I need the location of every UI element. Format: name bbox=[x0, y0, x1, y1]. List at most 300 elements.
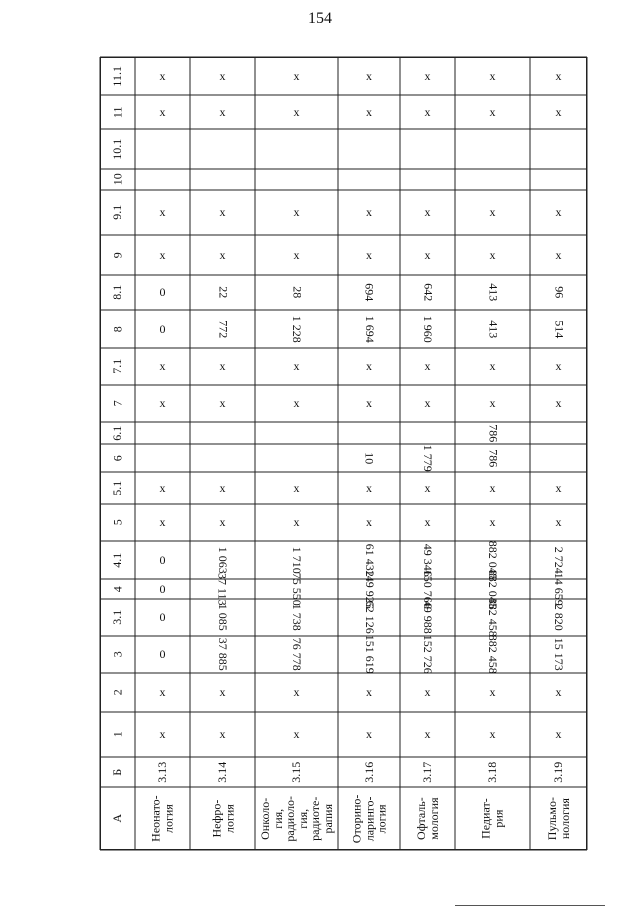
table-cell bbox=[400, 57, 455, 95]
table-cell bbox=[455, 472, 530, 504]
table-cell bbox=[135, 422, 190, 444]
row-id-text: 8.1 bbox=[110, 285, 125, 300]
table-cell bbox=[135, 504, 190, 541]
table-cell bbox=[530, 348, 587, 385]
table-cell bbox=[338, 190, 400, 235]
table-cell bbox=[190, 169, 255, 190]
column-header bbox=[100, 787, 135, 850]
table-cell bbox=[400, 385, 455, 422]
table-cell bbox=[255, 712, 338, 757]
table-cell-text: x bbox=[219, 685, 226, 700]
table-cell bbox=[400, 95, 455, 129]
table-cell bbox=[455, 569, 530, 609]
row-id bbox=[100, 579, 135, 599]
table-cell-text: x bbox=[293, 359, 300, 374]
table-cell bbox=[530, 712, 587, 757]
column-code bbox=[338, 757, 400, 787]
table-cell bbox=[530, 385, 587, 422]
table-cell bbox=[135, 129, 190, 169]
column-header bbox=[400, 787, 455, 850]
table-cell bbox=[455, 504, 530, 541]
table-cell-text: x bbox=[424, 396, 431, 411]
row-id bbox=[100, 504, 135, 541]
row-id-text: 5.1 bbox=[110, 480, 125, 496]
table-cell bbox=[530, 57, 587, 95]
row-id bbox=[100, 275, 135, 310]
table-cell bbox=[455, 169, 530, 190]
table-cell bbox=[400, 636, 455, 673]
table-cell bbox=[135, 95, 190, 129]
table-cell bbox=[455, 348, 530, 385]
table-cell-text: x bbox=[555, 205, 562, 220]
row-id-text: 10 bbox=[110, 173, 125, 186]
column-header-text: Нефро- логия bbox=[208, 799, 236, 838]
table-cell-text: x bbox=[424, 685, 431, 700]
table-cell bbox=[530, 673, 587, 712]
table-cell bbox=[400, 310, 455, 348]
table-cell-text: x bbox=[424, 104, 431, 119]
column-header bbox=[338, 787, 400, 850]
table-cell bbox=[400, 169, 455, 190]
table-cell-text: x bbox=[219, 68, 226, 83]
table-cell-text: 694 bbox=[362, 283, 377, 302]
column-code-text: Б bbox=[110, 768, 125, 776]
table-cell-text: x bbox=[293, 247, 300, 262]
column-header-text: Онколо- гия, радиоло- гия, радиоте- рапия bbox=[257, 795, 335, 842]
row-id bbox=[100, 444, 135, 472]
table-cell-text: x bbox=[555, 247, 562, 262]
table-cell-text: 882 458 bbox=[485, 635, 500, 674]
row-id-text: 9 bbox=[110, 252, 125, 258]
table-cell-text: x bbox=[555, 480, 562, 495]
table-cell-text: x bbox=[555, 685, 562, 700]
row-id-text: 7.1 bbox=[110, 359, 125, 374]
table-cell bbox=[190, 541, 255, 579]
table-cell-text: 1 228 bbox=[289, 315, 304, 343]
table-cell-text: x bbox=[366, 515, 372, 530]
table-cell bbox=[338, 129, 400, 169]
row-id-text: 10.1 bbox=[110, 138, 125, 160]
table-cell bbox=[400, 712, 455, 757]
row-id-text: 1 bbox=[110, 731, 125, 738]
table-cell bbox=[338, 712, 400, 757]
table-cell-text: 151 619 bbox=[362, 635, 377, 674]
table-cell bbox=[530, 310, 587, 348]
table-cell bbox=[135, 348, 190, 385]
table-cell-text: x bbox=[159, 396, 166, 411]
table-cell bbox=[400, 275, 455, 310]
table-cell-text: 882 045 bbox=[485, 569, 500, 609]
table-cell-text: x bbox=[366, 68, 372, 83]
page-edge-line bbox=[455, 905, 605, 906]
table-cell bbox=[135, 636, 190, 673]
table-cell bbox=[455, 422, 530, 444]
table-cell bbox=[455, 385, 530, 422]
table-cell bbox=[135, 235, 190, 275]
row-id bbox=[100, 673, 135, 712]
row-id bbox=[100, 235, 135, 275]
table-cell bbox=[530, 422, 587, 444]
table-cell-text: x bbox=[159, 68, 166, 83]
column-code-text: 3.13 bbox=[155, 761, 170, 783]
table-cell bbox=[255, 348, 338, 385]
table-cell-text: x bbox=[366, 247, 372, 262]
table-cell bbox=[338, 472, 400, 504]
table-cell bbox=[400, 541, 455, 579]
table-cell bbox=[400, 444, 455, 472]
table-cell-text: x bbox=[366, 205, 372, 220]
table-cell-text: x bbox=[489, 68, 496, 83]
table-cell bbox=[530, 472, 587, 504]
table-cell bbox=[338, 504, 400, 541]
row-id bbox=[100, 348, 135, 385]
column-code-text: 3.14 bbox=[215, 761, 230, 783]
column-header bbox=[255, 787, 338, 850]
table-cell bbox=[338, 235, 400, 275]
table-cell bbox=[135, 169, 190, 190]
column-header-text: Неонато- логия bbox=[148, 795, 176, 842]
table-cell bbox=[338, 310, 400, 348]
table-cell bbox=[135, 57, 190, 95]
table-cell-text: x bbox=[293, 205, 300, 220]
table-cell-text: x bbox=[489, 685, 496, 700]
row-id-text: 6.1 bbox=[110, 425, 125, 441]
table-cell-text: 2 724 bbox=[551, 546, 566, 574]
table-cell bbox=[135, 275, 190, 310]
table-cell bbox=[255, 235, 338, 275]
table-cell bbox=[190, 129, 255, 169]
table-cell bbox=[190, 310, 255, 348]
table-cell-text: 2 820 bbox=[551, 604, 566, 631]
table-cell bbox=[255, 541, 338, 579]
table-cell bbox=[190, 673, 255, 712]
row-id-text: 4.1 bbox=[110, 552, 125, 568]
table-cell-text: x bbox=[424, 68, 431, 83]
column-code bbox=[100, 757, 135, 787]
table-cell bbox=[400, 569, 455, 609]
table-cell-text: x bbox=[424, 515, 431, 530]
table-cell bbox=[255, 129, 338, 169]
table-cell bbox=[455, 57, 530, 95]
table-cell bbox=[455, 275, 530, 310]
row-id bbox=[100, 57, 135, 95]
table-cell-text: x bbox=[293, 104, 300, 119]
table-cell bbox=[255, 422, 338, 444]
table-cell-text: x bbox=[489, 515, 496, 530]
table-cell-text: x bbox=[489, 480, 496, 495]
table-cell bbox=[400, 504, 455, 541]
table-cell bbox=[135, 599, 190, 636]
table-cell bbox=[455, 310, 530, 348]
table-cell bbox=[455, 235, 530, 275]
row-id bbox=[100, 310, 135, 348]
table-cell-text: 882 045 bbox=[485, 540, 500, 580]
row-id-text: 11.1 bbox=[110, 65, 125, 87]
table-cell bbox=[530, 169, 587, 190]
column-header-text: А bbox=[110, 814, 125, 823]
table-cell bbox=[190, 385, 255, 422]
table-cell-text: 1 738 bbox=[289, 604, 304, 631]
table-cell bbox=[530, 504, 587, 541]
column-header bbox=[455, 787, 530, 850]
table-cell-text: 1 710 bbox=[289, 546, 304, 574]
table-cell bbox=[255, 472, 338, 504]
row-id bbox=[100, 636, 135, 673]
table-cell-text: x bbox=[555, 515, 562, 530]
table-cell-text: 0 bbox=[159, 552, 166, 567]
table-cell-text: x bbox=[489, 396, 496, 411]
table-cell bbox=[530, 572, 587, 606]
table-cell-text: x bbox=[293, 480, 300, 495]
table-cell-text: x bbox=[293, 396, 300, 411]
table-cell bbox=[338, 673, 400, 712]
table-cell-text: x bbox=[219, 247, 226, 262]
column-header-text: Пульмо- нология bbox=[544, 796, 572, 841]
table-cell-text: x bbox=[159, 727, 166, 742]
column-code bbox=[190, 757, 255, 787]
table-cell-text: 413 bbox=[485, 283, 500, 302]
table-cell-text: x bbox=[293, 685, 300, 700]
table-cell-text: x bbox=[489, 247, 496, 262]
column-header bbox=[135, 787, 190, 850]
table-cell-text: 61 432 bbox=[362, 543, 377, 577]
row-id-text: 3 bbox=[110, 651, 125, 658]
table-cell-text: x bbox=[489, 205, 496, 220]
table-cell bbox=[255, 190, 338, 235]
table-cell-text: 772 bbox=[215, 320, 230, 338]
row-id bbox=[100, 95, 135, 129]
table-cell bbox=[455, 712, 530, 757]
table-cell bbox=[338, 95, 400, 129]
table-cell-text: 37 885 bbox=[215, 638, 230, 671]
table-cell-text: 0 bbox=[159, 321, 166, 336]
table-cell bbox=[135, 541, 190, 579]
table-cell-text: 642 bbox=[420, 283, 435, 302]
table-cell-text: x bbox=[219, 104, 226, 119]
table-cell-text: x bbox=[366, 480, 372, 495]
table-cell bbox=[400, 673, 455, 712]
table-cell bbox=[190, 57, 255, 95]
table-cell-text: x bbox=[159, 247, 166, 262]
table-cell-text: x bbox=[555, 68, 562, 83]
table-cell bbox=[190, 572, 255, 606]
row-id-text: 2 bbox=[110, 689, 125, 696]
table-cell-text: x bbox=[366, 396, 372, 411]
table-cell-text: x bbox=[555, 396, 562, 411]
table-cell-text: x bbox=[219, 396, 226, 411]
table-cell bbox=[530, 235, 587, 275]
table-cell bbox=[530, 95, 587, 129]
table-cell-text: 14 659 bbox=[551, 572, 566, 606]
table-cell-text: 62 126 bbox=[362, 601, 377, 634]
table-cell bbox=[455, 444, 530, 472]
table-cell bbox=[255, 673, 338, 712]
row-id-text: 3.1 bbox=[110, 610, 125, 625]
table-cell bbox=[255, 169, 338, 190]
row-id-text: 11 bbox=[110, 106, 125, 118]
table-cell-text: x bbox=[424, 359, 431, 374]
column-code-text: 3.19 bbox=[551, 761, 566, 783]
table-cell-text: x bbox=[219, 515, 226, 530]
table-cell-text: x bbox=[366, 685, 372, 700]
table-cell-text: x bbox=[159, 515, 166, 530]
table-cell bbox=[135, 190, 190, 235]
page-number: 154 bbox=[308, 10, 332, 27]
table-cell-text: x bbox=[555, 359, 562, 374]
table-cell-text: x bbox=[159, 480, 166, 495]
table-cell bbox=[190, 275, 255, 310]
column-code bbox=[530, 757, 587, 787]
table-cell-text: x bbox=[293, 515, 300, 530]
table-cell bbox=[338, 569, 400, 609]
table-cell bbox=[455, 190, 530, 235]
table-cell-text: 1 779 bbox=[420, 444, 435, 472]
table-cell-text: 149 925 bbox=[362, 569, 377, 609]
table-cell bbox=[135, 444, 190, 472]
table-cell-text: 152 726 bbox=[420, 635, 435, 674]
table-cell bbox=[530, 129, 587, 169]
table-cell-text: x bbox=[159, 359, 166, 374]
table-cell bbox=[255, 275, 338, 310]
column-code-text: 3.17 bbox=[420, 761, 435, 783]
table-cell bbox=[135, 472, 190, 504]
table-cell bbox=[455, 673, 530, 712]
table-cell-text: 37 113 bbox=[215, 572, 230, 606]
table-cell bbox=[338, 636, 400, 673]
row-id-text: 8 bbox=[110, 326, 125, 332]
table-cell-text: 413 bbox=[485, 320, 500, 338]
table-cell-text: x bbox=[159, 205, 166, 220]
table-cell bbox=[190, 235, 255, 275]
table-cell-text: 10 bbox=[362, 452, 377, 464]
table-cell bbox=[338, 348, 400, 385]
row-id bbox=[100, 129, 135, 169]
row-id-text: 7 bbox=[110, 400, 125, 407]
table-cell bbox=[338, 169, 400, 190]
table-cell-text: 0 bbox=[159, 610, 166, 625]
table-cell-text: 786 bbox=[485, 424, 500, 442]
row-id-text: 5 bbox=[110, 519, 125, 526]
table-cell-text: 0 bbox=[159, 647, 166, 662]
table-cell-text: x bbox=[424, 727, 431, 742]
table-cell bbox=[400, 190, 455, 235]
row-id bbox=[100, 599, 135, 636]
table-cell-text: 15 173 bbox=[551, 638, 566, 671]
table-cell-text: 1 085 bbox=[215, 604, 230, 631]
row-id bbox=[100, 422, 135, 444]
table-cell bbox=[190, 472, 255, 504]
column-header-text: Оторино- ларинго- логия bbox=[349, 794, 389, 843]
table-cell bbox=[190, 422, 255, 444]
table-cell-text: 49 346 bbox=[420, 543, 435, 577]
table-cell bbox=[255, 504, 338, 541]
table-cell-text: 49 988 bbox=[420, 601, 435, 634]
table-cell bbox=[255, 95, 338, 129]
column-code bbox=[455, 757, 530, 787]
table-cell bbox=[338, 422, 400, 444]
table-cell bbox=[190, 712, 255, 757]
table-cell bbox=[455, 95, 530, 129]
table-cell bbox=[338, 275, 400, 310]
table-cell-text: x bbox=[219, 205, 226, 220]
table-cell-text: x bbox=[489, 359, 496, 374]
table-cell-text: 1 694 bbox=[362, 315, 377, 343]
row-id bbox=[100, 169, 135, 190]
column-code-text: 3.16 bbox=[361, 761, 376, 783]
column-code bbox=[135, 757, 190, 787]
table-cell-text: 1 960 bbox=[420, 315, 435, 343]
table-cell-text: 786 bbox=[485, 449, 500, 467]
table-cell bbox=[530, 190, 587, 235]
table-cell bbox=[190, 348, 255, 385]
table-cell bbox=[455, 541, 530, 579]
table-cell-text: x bbox=[159, 685, 166, 700]
table-cell-text: x bbox=[366, 104, 372, 119]
row-id bbox=[100, 190, 135, 235]
row-id-text: 9.1 bbox=[110, 205, 125, 220]
table-cell bbox=[400, 472, 455, 504]
table-cell bbox=[135, 673, 190, 712]
table-cell-text: 96 bbox=[551, 286, 566, 299]
table-cell-text: 882 458 bbox=[485, 598, 500, 637]
column-header-text: Педиат- рия bbox=[478, 798, 506, 839]
table-cell bbox=[400, 348, 455, 385]
row-id bbox=[100, 472, 135, 504]
row-id-text: 4 bbox=[110, 586, 125, 592]
table-cell bbox=[190, 636, 255, 673]
table-cell-text: x bbox=[219, 359, 226, 374]
column-code bbox=[400, 757, 455, 787]
table-cell-text: x bbox=[489, 727, 496, 742]
table-cell bbox=[190, 190, 255, 235]
table-cell-text: 76 778 bbox=[289, 638, 304, 671]
table-cell bbox=[135, 310, 190, 348]
table-cell-text: x bbox=[366, 359, 372, 374]
table-cell-text: 150 766 bbox=[420, 569, 435, 609]
table-cell-text: x bbox=[555, 727, 562, 742]
table-cell-text: 75 550 bbox=[289, 572, 304, 606]
column-code-text: 3.15 bbox=[289, 761, 304, 783]
table-cell bbox=[190, 444, 255, 472]
column-code-text: 3.18 bbox=[485, 761, 500, 783]
table-cell bbox=[255, 444, 338, 472]
table-cell bbox=[530, 444, 587, 472]
table-cell bbox=[455, 129, 530, 169]
table-cell bbox=[400, 235, 455, 275]
table-cell bbox=[338, 57, 400, 95]
table-cell bbox=[530, 636, 587, 673]
table-cell bbox=[255, 310, 338, 348]
table-cell bbox=[400, 422, 455, 444]
table-cell-text: x bbox=[159, 104, 166, 119]
table-cell-text: x bbox=[293, 727, 300, 742]
table-cell bbox=[255, 572, 338, 606]
table-cell-text: 1 063 bbox=[215, 546, 230, 574]
row-id bbox=[100, 385, 135, 422]
row-id bbox=[100, 541, 135, 579]
table-cell bbox=[255, 57, 338, 95]
table-cell bbox=[338, 444, 400, 472]
table-cell bbox=[338, 541, 400, 579]
table-cell-text: 514 bbox=[551, 320, 566, 338]
column-code bbox=[255, 757, 338, 787]
table-cell bbox=[135, 385, 190, 422]
table-cell bbox=[135, 712, 190, 757]
table-cell bbox=[190, 504, 255, 541]
table-cell bbox=[255, 385, 338, 422]
table-cell bbox=[530, 275, 587, 310]
table-cell bbox=[255, 636, 338, 673]
